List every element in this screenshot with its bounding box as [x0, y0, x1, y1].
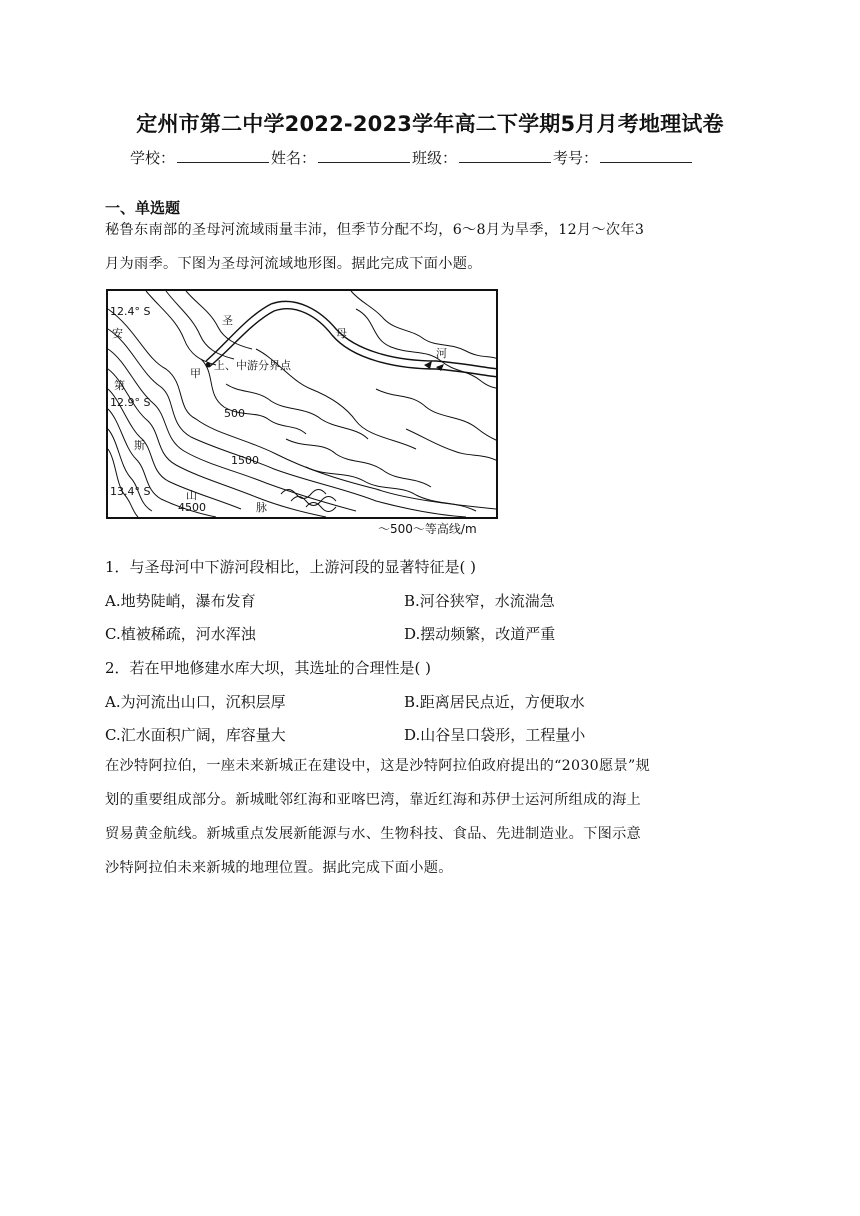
- section-heading: 一、单选题: [105, 199, 181, 217]
- question-1-stem: 1．与圣母河中下游河段相比，上游河段的显著特征是( ): [105, 558, 477, 576]
- class-label: 班级：: [412, 149, 458, 167]
- q1-option-c: C.植被稀疏，河水浑浊: [105, 625, 256, 643]
- student-info-line: [130, 147, 694, 168]
- map-legend: ～500～等高线/m: [378, 522, 477, 536]
- lat-12-4: 12.4° S: [110, 305, 151, 318]
- contour-label-500: 500: [224, 407, 245, 420]
- contour-label-4500: 4500: [178, 501, 206, 514]
- school-label: 学校：: [130, 149, 176, 167]
- map-frame: [107, 290, 497, 518]
- boundary-point-label: 上、中游分界点: [214, 359, 291, 372]
- boundary-point-marker: [206, 363, 211, 368]
- intro1-line-2: 月为雨季。下图为圣母河流域地形图。据此完成下面小题。: [105, 256, 482, 272]
- number-label: 考号：: [553, 149, 599, 167]
- river-basin-topographic-map: [106, 289, 498, 521]
- label-mai: 脉: [256, 501, 267, 514]
- q1-option-b: B.河谷狭窄，水流湍急: [404, 592, 555, 610]
- map-svg: [106, 289, 498, 521]
- lat-12-9: 12.9° S: [110, 396, 151, 409]
- label-an: 安: [112, 327, 123, 340]
- intro1-line-1: 秘鲁东南部的圣母河流域雨量丰沛，但季节分配不均，6～8月为旱季，12月～次年3: [105, 222, 645, 238]
- intro2-line-1: 在沙特阿拉伯，一座未来新城正在建设中，这是沙特阿拉伯政府提出的“2030愿景”规: [105, 758, 650, 774]
- label-he: 河: [436, 347, 447, 360]
- q2-option-b: B.距离居民点近，方便取水: [404, 693, 585, 711]
- number-blank: [600, 148, 692, 163]
- school-blank: [177, 148, 269, 163]
- document-title: 定州市第二中学2022-2023学年高二下学期5月月考地理试卷: [136, 112, 724, 136]
- label-mu: 母: [336, 327, 347, 340]
- name-label: 姓名：: [271, 149, 317, 167]
- label-jia: 甲: [190, 367, 201, 380]
- lat-13-4: 13.4° S: [110, 485, 151, 498]
- contour-label-1500: 1500: [231, 454, 259, 467]
- q1-option-d: D.摆动频繁，改道严重: [404, 625, 556, 643]
- intro-paragraph-1: [105, 213, 755, 281]
- label-sheng: 圣: [222, 314, 233, 327]
- intro2-line-3: 贸易黄金航线。新城重点发展新能源与水、生物科技、食品、先进制造业。下图示意: [105, 826, 642, 842]
- label-di: 第: [114, 379, 125, 392]
- intro-paragraph-2: [105, 749, 755, 885]
- name-blank: [318, 148, 410, 163]
- intro2-line-4: 沙特阿拉伯未来新城的地理位置。据此完成下面小题。: [105, 860, 453, 876]
- intro2-line-2: 划的重要组成部分。新城毗邻红海和亚喀巴湾，靠近红海和苏伊士运河所组成的海上: [105, 792, 642, 808]
- label-si: 斯: [134, 439, 145, 452]
- q2-option-d: D.山谷呈口袋形，工程量小: [404, 726, 586, 744]
- q1-option-a: A.地势陡峭，瀑布发育: [105, 592, 256, 610]
- q2-option-a: A.为河流出山口，沉积层厚: [105, 693, 286, 711]
- question-2-stem: 2．若在甲地修建水库大坝，其选址的合理性是( ): [105, 659, 432, 677]
- label-shan: 山: [186, 489, 197, 502]
- q2-option-c: C.汇水面积广阔，库容量大: [105, 726, 286, 744]
- class-blank: [459, 148, 551, 163]
